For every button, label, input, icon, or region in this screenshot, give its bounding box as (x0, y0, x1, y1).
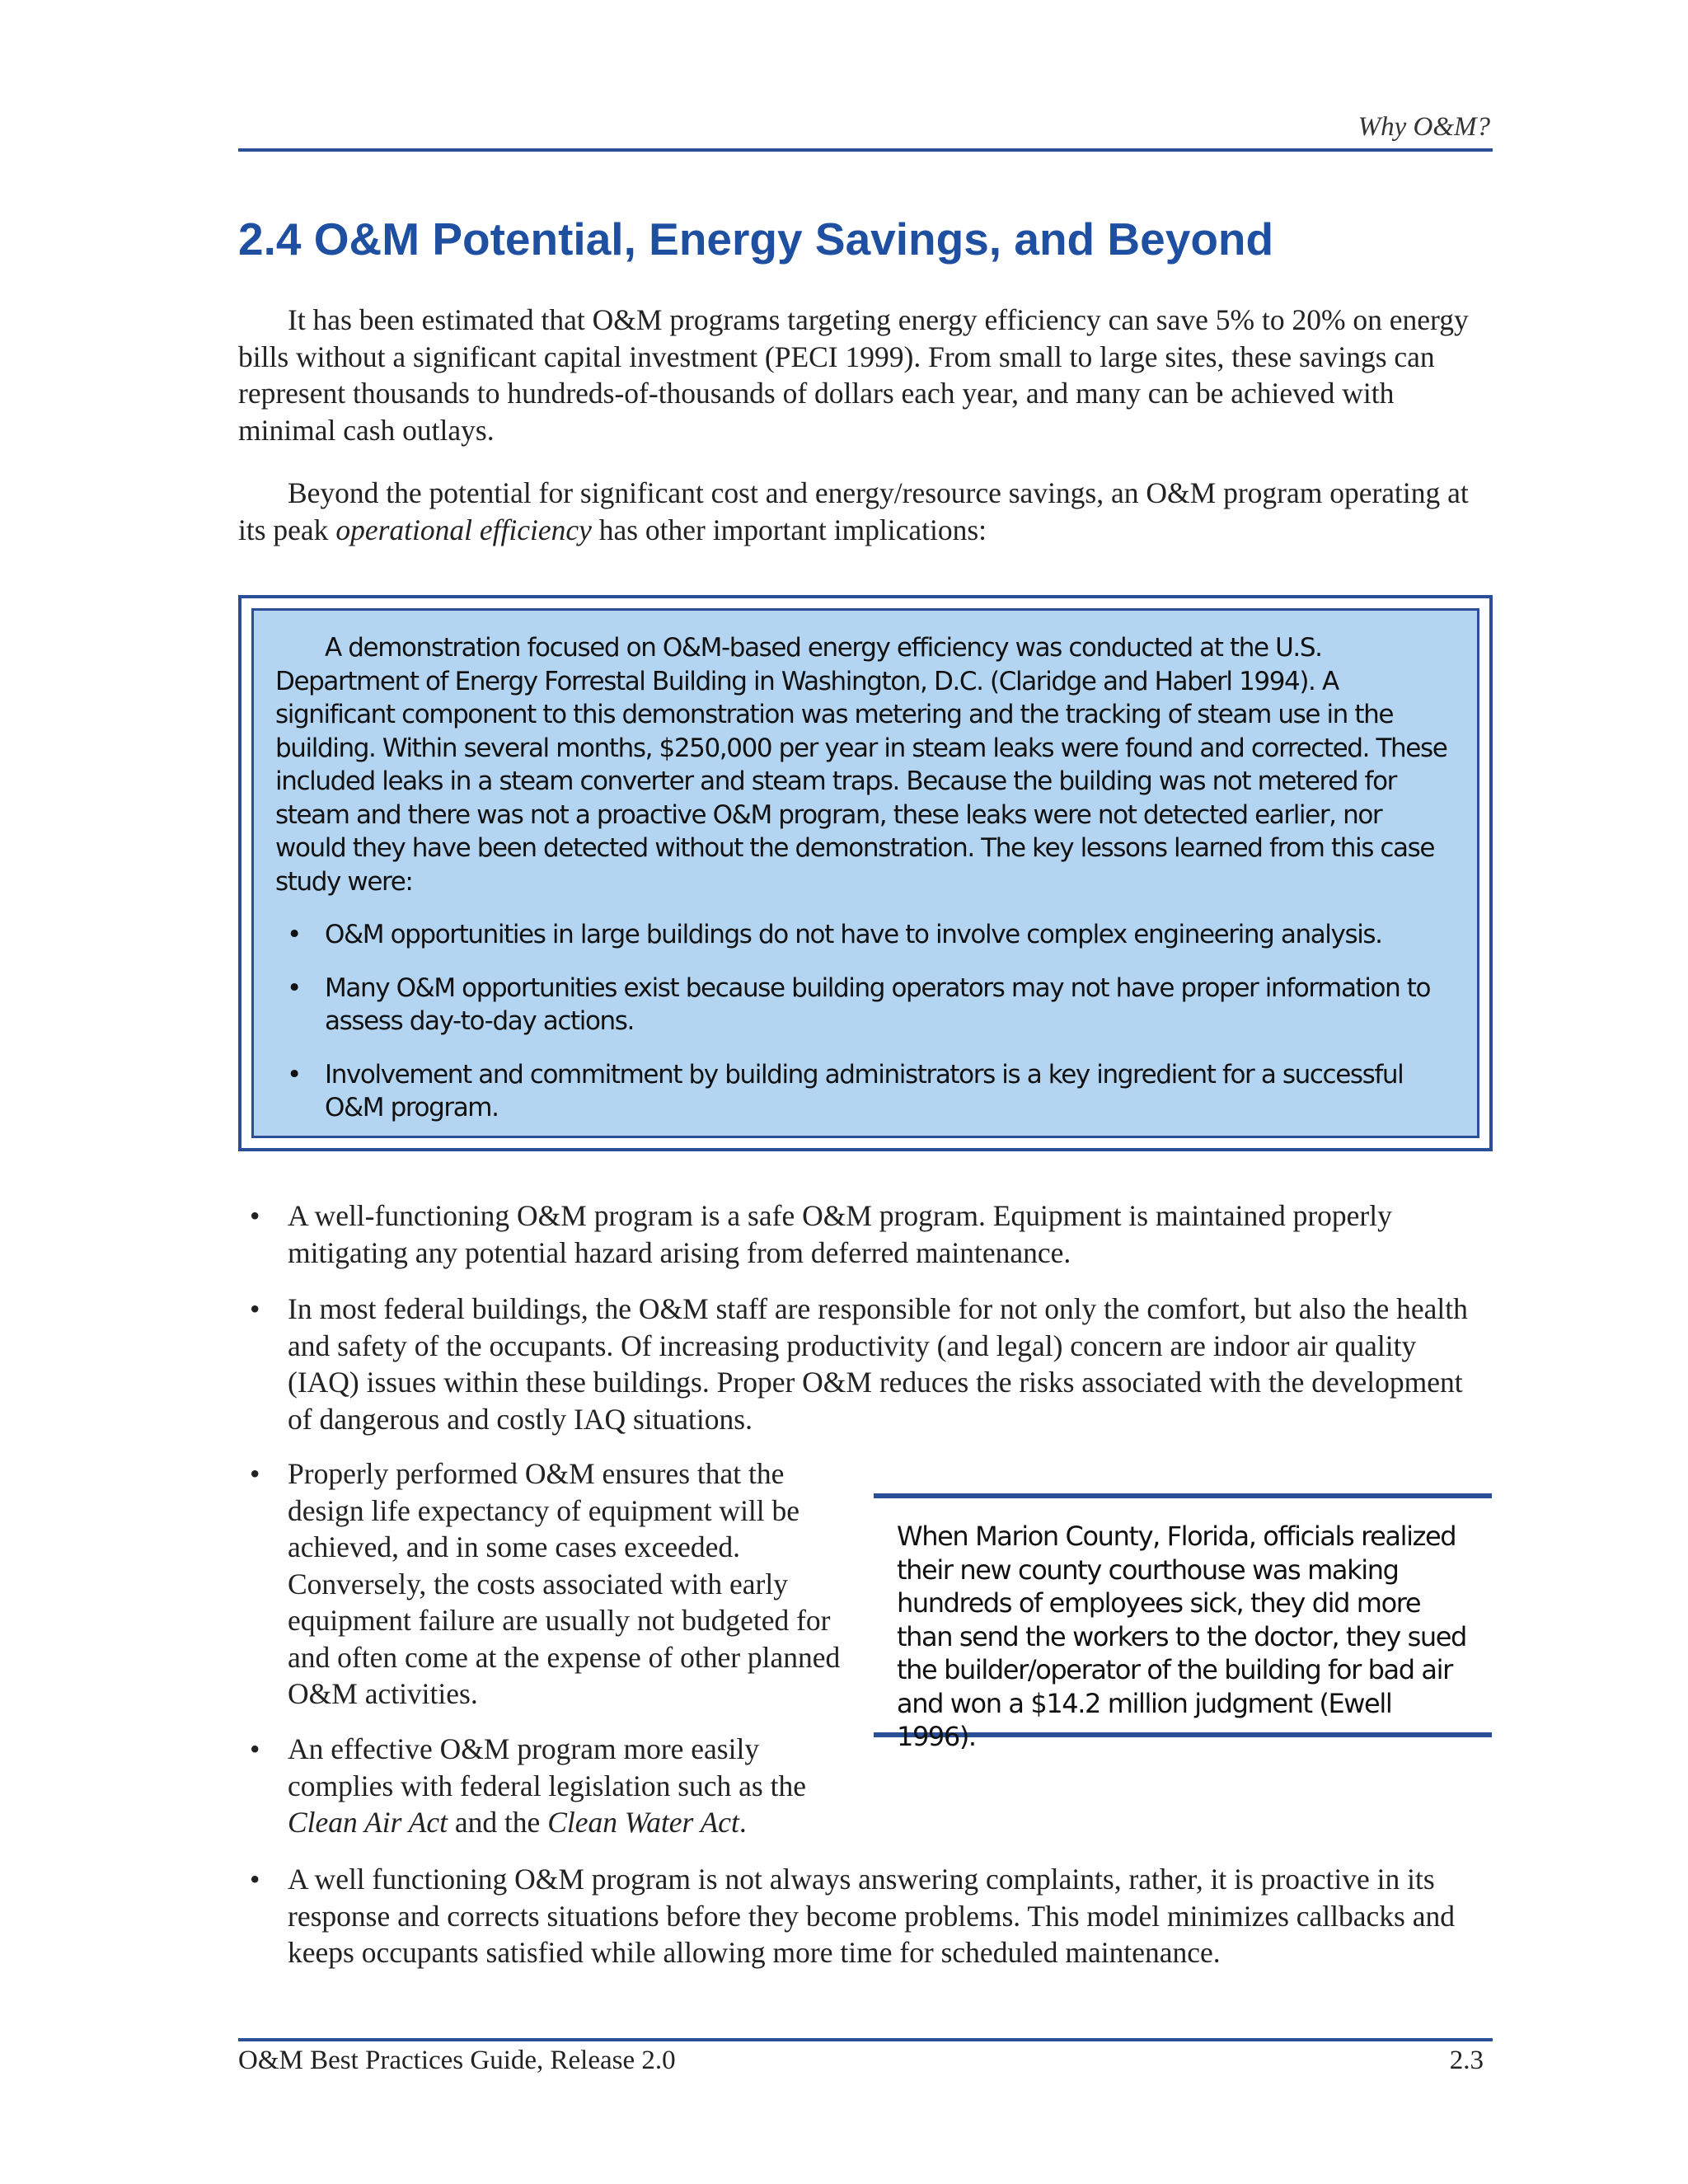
implication-equipment-life: • Properly performed O&M ensures that the design life expectancy of equipment will be achieved, and in some cases exceeded. Conversely, the costs associated with early equipment failure are usually not budgeted for and often come at the expense of other planned O&M activities. (250, 1457, 841, 1710)
footer-rule (238, 2038, 1493, 2041)
case-study-callout (238, 595, 1493, 1151)
operational-efficiency-term: operational efficiency (335, 513, 592, 546)
lesson-item: • O&M opportunities in large buildings do not have to involve complex engineering analysis. (287, 920, 1382, 949)
implication-list (238, 1197, 1493, 1271)
implication-health: • In most federal buildings, the O&M staff are responsible for not only the comfort, but also the health and safety of the occupants. Of increasing productivity (and legal) concern are indoor air quality (IAQ) issues within these buildings. Proper O&M reduces the risks associated with the development of dangerous and costly IAQ situations. (250, 1292, 1468, 1436)
implication-safety: • A well-functioning O&M program is a safe O&M program. Equipment is maintained properly mitigating any potential hazard arising from deferred maintenance. (250, 1199, 1392, 1269)
intro-paragraph: It has been estimated that O&M programs targeting energy efficiency can save 5% to 20% on energy bills without a significant capital investment (PECI 1999). From small to large sites, these savings can represent thousands to hundreds-of-thousands of dollars each year, and many can be achieved with minimal cash outlays. (238, 303, 1469, 447)
implication-list (238, 1861, 1493, 1971)
header-rule (238, 148, 1493, 152)
case-study-text: A demonstration focused on O&M-based energy efficiency was conducted at the U.S. Department of Energy Forrestal Building in Washington, D.C. (Claridge and Haberl 1994). A significant component to this demonstration was metering and the tracking of steam use in the building. Within several months, $250,000 per year in steam leaks were found and corrected. These included leaks in a steam converter and steam traps. Because the building was not metered for steam and there was not a proactive O&M program, these leaks were not detected earlier, nor would they have been detected without the demonstration. The key lessons learned from this case study were: (275, 633, 1447, 897)
implication-list (238, 1731, 865, 1841)
implications-paragraph: Beyond the potential for significant cost and energy/resource savings, an O&M program operating at its peak operational efficiency has other important implications: (238, 476, 1469, 546)
implication-list (238, 1455, 865, 1713)
implication-list (238, 1291, 1493, 1437)
implication-proactive: • A well functioning O&M program is not always answering complaints, rather, it is proactive in its response and corrects situations before they become problems. This model minimizes callbacks and keeps occupants satisfied while allowing more time for scheduled maintenance. (250, 1863, 1455, 1969)
marion-county-sidebar (874, 1493, 1492, 1752)
page-number: 2.3 (1449, 2046, 1484, 2075)
running-header: Why O&M? (1357, 112, 1490, 142)
footer-guide-title: O&M Best Practices Guide, Release 2.0 (238, 2046, 676, 2075)
implication-legislation: • An effective O&M program more easily complies with federal legislation such as the Clean Air Act and the Clean Water Act. (250, 1732, 806, 1839)
lessons-list (275, 918, 1456, 1125)
section-heading: 2.4 O&M Potential, Energy Savings, and Beyond (238, 213, 1274, 265)
sidebar-text: When Marion County, Florida, officials realized their new county courthouse was making hundreds of employees sick, they did more than send the workers to the doctor, they sued the builder/operator of the building for bad air and won a $14.2 million judgment (Ewell 1996). (897, 1521, 1466, 1752)
lesson-item: • Involvement and commitment by building administrators is a key ingredient for a successful O&M program. (287, 1059, 1404, 1122)
lesson-item: • Many O&M opportunities exist because building operators may not have proper information to assess day-to-day actions. (287, 972, 1431, 1036)
